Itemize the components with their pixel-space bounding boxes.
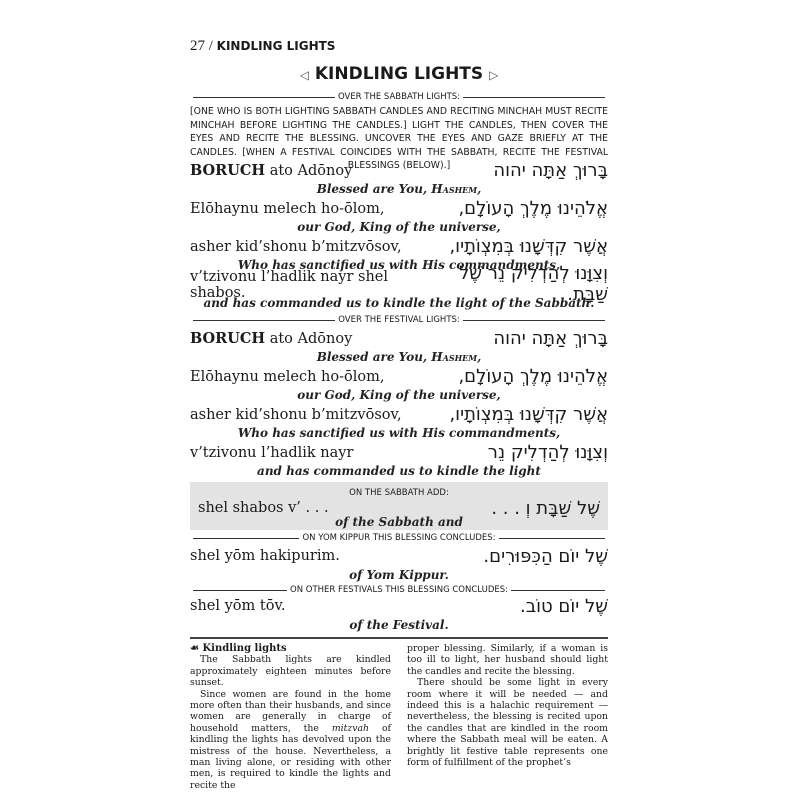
translation: Who has sanctified us with His commandments,: [237, 258, 561, 272]
blessing-line: [190, 198, 608, 218]
hebrew-text: וְצִוָּנוּ לְהַדְלִיק נֵר: [487, 441, 608, 463]
transliteration: shel yōm tōv.: [190, 598, 286, 614]
transliteration: Elōhaynu melech ho-ōlom,: [190, 368, 385, 385]
translation: and has commanded us to kindle the light of the Sabbath.: [203, 296, 595, 310]
translation: of the Sabbath and: [335, 515, 463, 529]
running-title: KINDLING LIGHTS: [216, 39, 336, 53]
page-title: [190, 64, 608, 84]
instructions: [ONE WHO IS BOTH LIGHTING SABBATH CANDLES AND RECITING MINCHAH MUST RECITE MINCHAH BEFORE LIGHTING THE CANDLES.] LIGHT THE CANDLES, THEN COVER THE EYES AND RECITE THE BLESSING. UNCOVER THE EYES AND GAZE BRIEFLY AT THE CANDLES. [WHEN A FESTIVAL COINCIDES WITH THE SABBATH, RECITE THE FESTIVAL BLESSINGS (BELOW).]: [190, 106, 608, 172]
transliteration: shel yōm hakipurim.: [190, 548, 340, 564]
blessing-line: [190, 442, 608, 462]
divider: [190, 637, 608, 639]
paragraph: Since women are found in the home more often than their husbands, and since women are generally in charge of household matters, the mitzvah of kindling the lights has devolved upon the mistress of the house. Nevertheless, a man living alone, or residing with other men, is required to kindle the lights and recite the: [190, 688, 391, 791]
translation: Blessed are You, Hashem,: [316, 182, 482, 196]
translation: our God, King of the universe,: [297, 220, 501, 234]
hebrew-text: שֶׁל יוֹם הַכִּפּוּרִים.: [483, 545, 608, 567]
section-heading-festival: OVER THE FESTIVAL LIGHTS:: [190, 312, 608, 328]
commentary-column-left: [190, 643, 391, 791]
title-text: KINDLING LIGHTS: [314, 64, 484, 84]
section-heading-sabbath: OVER THE SABBATH LIGHTS:: [190, 89, 608, 105]
transliteration: asher kid’shonu b’mitzvōsov,: [190, 406, 402, 423]
translation: Blessed are You, Hashem,: [316, 350, 482, 364]
hebrew-text: שֶׁל יוֹם טוֹב.: [519, 595, 608, 617]
blessing-line: [190, 404, 608, 424]
left-ornament-icon: ◁: [299, 68, 309, 82]
sabbath-add-box: [190, 482, 608, 530]
commentary-column-right: [407, 643, 608, 791]
running-header: [190, 38, 335, 55]
translation: Who has sanctified us with His commandments,: [237, 426, 561, 440]
hebrew-text: אֲשֶׁר קִדְּשָׁנוּ בְּמִצְוֹתָיו,: [449, 235, 608, 257]
blessing-line: [190, 366, 608, 386]
transliteration: v’tzivonu l’hadlik nayr: [190, 444, 354, 461]
paragraph: There should be some light in every room where it will be needed — and indeed this is a halachic requirement — nevertheless, the blessing is recited upon the candles that are kindled in the room where the Sabbath meal will be eaten. A brightly lit festive table represents one form of fulfillment of the prophet’s: [407, 677, 608, 769]
sabbath-add-label: ON THE SABBATH ADD:: [349, 488, 449, 498]
transliteration: v’tzivonu l’hadlik nayr shel shabos.: [190, 268, 389, 301]
hebrew-text: בָּרוּךְ אַתָּה יהוה: [493, 327, 608, 349]
blessing-line: [190, 328, 608, 348]
paragraph: The Sabbath lights are kindled approximately eighteen minutes before sunset.: [190, 654, 391, 689]
hebrew-text: בָּרוּךְ אַתָּה יהוה: [493, 159, 608, 181]
translation: and has commanded us to kindle the light: [257, 464, 541, 478]
translation: of Yom Kippur.: [349, 568, 449, 582]
heading-text: Kindling lights: [202, 643, 287, 654]
right-ornament-icon: ▷: [489, 68, 499, 82]
page-number: 27: [190, 38, 205, 54]
translation: our God, King of the universe,: [297, 388, 501, 402]
commentary-heading: [190, 643, 391, 654]
transliteration: shel shabos v’ . . .: [198, 500, 329, 516]
transliteration: BORUCH ato Adōnoy: [190, 161, 353, 179]
transliteration: BORUCH ato Adōnoy: [190, 329, 353, 347]
blessing-line: [190, 236, 608, 256]
paragraph: proper blessing. Similarly, if a woman is too ill to light, her husband should light the candles and recite the blessing.: [407, 643, 608, 677]
hebrew-text: אֱלֹהֵינוּ מֶלֶךְ הָעוֹלָם,: [458, 365, 608, 387]
hebrew-text: אֲשֶׁר קִדְּשָׁנוּ בְּמִצְוֹתָיו,: [449, 403, 608, 425]
hebrew-text: וְצִוָּנוּ לְהַדְלִיק נֵר שֶׁל שַׁבָּת.: [459, 263, 608, 305]
transliteration: Elōhaynu melech ho-ōlom,: [190, 200, 385, 217]
hebrew-text: אֱלֹהֵינוּ מֶלֶךְ הָעוֹלָם,: [458, 197, 608, 219]
ornament-icon: ☙: [190, 643, 203, 654]
other-festivals-heading: ON OTHER FESTIVALS THIS BLESSING CONCLUDES:: [190, 584, 608, 596]
separator: /: [208, 38, 213, 54]
hebrew-text: שֶׁל שַׁבָּת וְ . . .: [491, 497, 600, 519]
commentary: [190, 643, 608, 791]
transliteration: asher kid’shonu b’mitzvōsov,: [190, 238, 402, 255]
translation: of the Festival.: [349, 618, 449, 632]
yom-kippur-heading: ON YOM KIPPUR THIS BLESSING CONCLUDES:: [190, 530, 608, 546]
